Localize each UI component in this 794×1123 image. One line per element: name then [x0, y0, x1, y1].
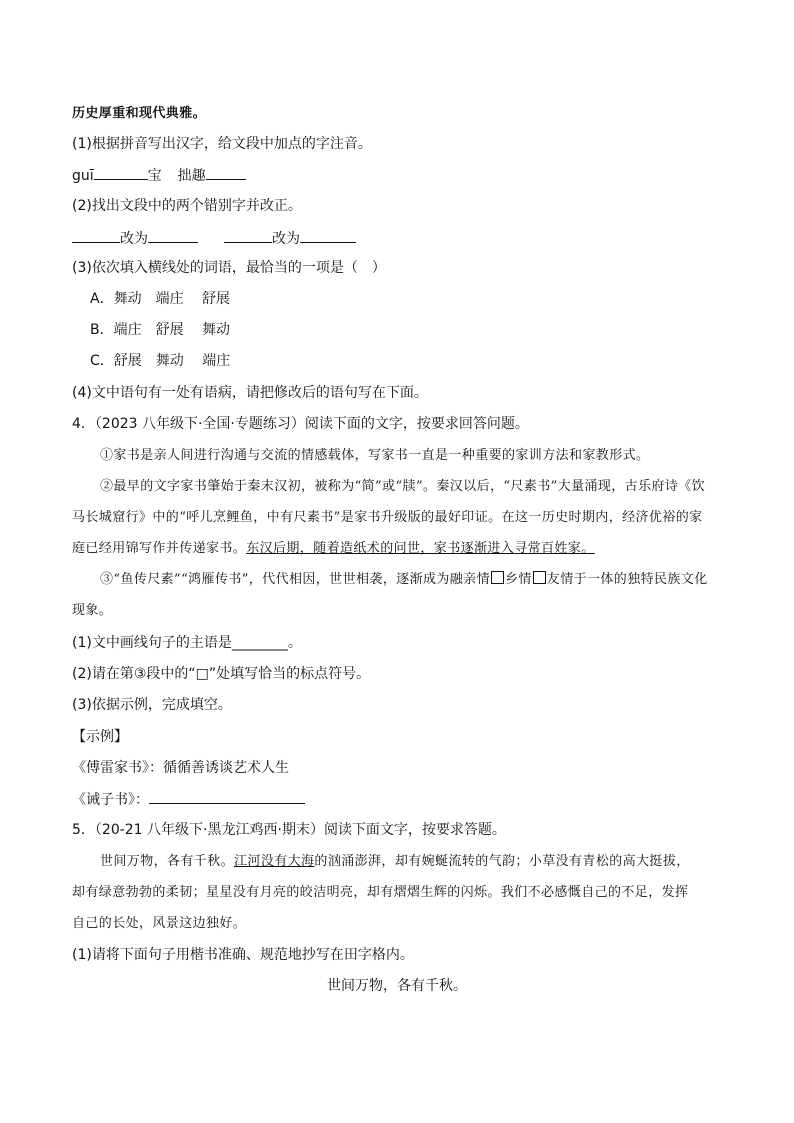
change-to-label: 改为 [272, 231, 300, 247]
q4-heading: 4．（2023 八年级下·全国·专题练习）阅读下面的文字，按要求回答问题。 [72, 416, 529, 432]
q4-paragraph-3-line-1 [100, 570, 708, 590]
underlined-phrase: 江河没有大海 [234, 854, 315, 869]
q4-paragraph-1: ①家书是亲人间进行沟通与交流的情感载体，写家书一直是一种重要的家训方法和家教形式。 [100, 448, 650, 463]
q3-sub1: (1)根据拼音写出汉字，给文段中加点的字注音。 [72, 136, 372, 152]
q3-word1-tail: 宝 [147, 168, 162, 184]
q3-sub3: (3)依次填入横线处的词语，最恰当的一项是（ ） [72, 260, 386, 276]
copy-sentence: 世间万物，各有千秋。 [327, 978, 467, 994]
punctuation-box[interactable] [491, 571, 504, 584]
passage-text: 世间万物，各有千秋。 [100, 854, 235, 869]
q5-passage-line-1 [100, 852, 690, 872]
answer-blank[interactable] [148, 228, 198, 243]
q3-pinyin: guī [72, 168, 94, 184]
underlined-sentence: 东汉后期，随着造纸术的问世，家书逐渐进入寻常百姓家。 [246, 541, 595, 556]
paragraph-text: ③“鱼传尺素”“鸿雁传书”，代代相因，世世相袭，逐渐成为融亲情 [100, 572, 490, 587]
q3-sub2: (2)找出文段中的两个错别字并改正。 [72, 198, 302, 214]
q3-word2: 拙趣 [177, 168, 206, 184]
answer-blank[interactable] [94, 165, 148, 180]
punctuation-box[interactable] [533, 571, 546, 584]
q5-passage-line-3: 自己的长处，风景这边独好。 [72, 916, 247, 931]
q4-paragraph-2-line-1: ②最早的文字家书肇始于秦末汉初，被称为“简”或“牍”。秦汉以后，“尺素书”大量涌现，古乐府诗《饮 [100, 479, 706, 494]
option-a[interactable]: A．舞动 端庄 舒展 [90, 291, 231, 307]
answer-blank[interactable] [72, 228, 120, 243]
q4-paragraph-3-line-2: 现象。 [72, 603, 113, 618]
option-c[interactable]: C．舒展 舞动 端庄 [90, 353, 231, 369]
example-text: 《傅雷家书》：循循善诱谈艺术人生 [72, 760, 289, 776]
q4-sub1: (1)文中画线句子的主语是________。 [72, 635, 302, 651]
passage-text: 的汹涌澎湃，却有婉蜒流转的气韵；小草没有青松的高大挺拔， [314, 854, 690, 869]
q5-heading: 5．（20-21 八年级下·黑龙江鸡西·期末）阅读下面文字，按要求答题。 [72, 822, 506, 838]
change-to-label: 改为 [120, 231, 148, 247]
q4-sub3: (3)依据示例，完成填空。 [72, 697, 232, 713]
q4-sub2: (2)请在第③段中的“□”处填写恰当的标点符号。 [72, 666, 371, 682]
answer-blank[interactable] [300, 228, 356, 243]
option-b[interactable]: B．端庄 舒展 舞动 [90, 322, 231, 338]
q3-pinyin-row [72, 165, 246, 186]
paragraph-text: 庭已经用锦写作并传递家书。 [72, 541, 247, 556]
answer-blank[interactable] [149, 789, 305, 804]
example-label: 【示例】 [72, 729, 128, 745]
answer-blank[interactable] [206, 165, 246, 180]
paragraph-text: 乡情 [504, 572, 532, 587]
q4-paragraph-2-line-2: 马长城窟行》中的“呼儿烹鲤鱼，中有尺素书”是家书升级版的最好印证。在这一历史时期内，经济优裕的家 [72, 510, 703, 525]
fill-row [72, 789, 305, 810]
answer-blank[interactable] [224, 228, 272, 243]
q3-correction-row [72, 228, 356, 249]
paragraph-text: 友情于一体的独特民族文化 [546, 572, 708, 587]
q4-paragraph-2-line-3 [72, 539, 595, 559]
fill-label: 《诫子书》： [72, 792, 149, 808]
q5-passage-line-2: 却有绿意勃勃的柔韧；星星没有月亮的皎洁明亮，却有熠熠生辉的闪烁。我们不必感慨自己的不足，发挥 [72, 885, 689, 900]
paragraph-end: 历史厚重和现代典雅。 [72, 106, 207, 121]
q5-sub1: (1)请将下面句子用楷书准确、规范地抄写在田字格内。 [72, 947, 414, 963]
q3-sub4: (4)文中语句有一处有语病，请把修改后的语句写在下面。 [72, 385, 428, 401]
